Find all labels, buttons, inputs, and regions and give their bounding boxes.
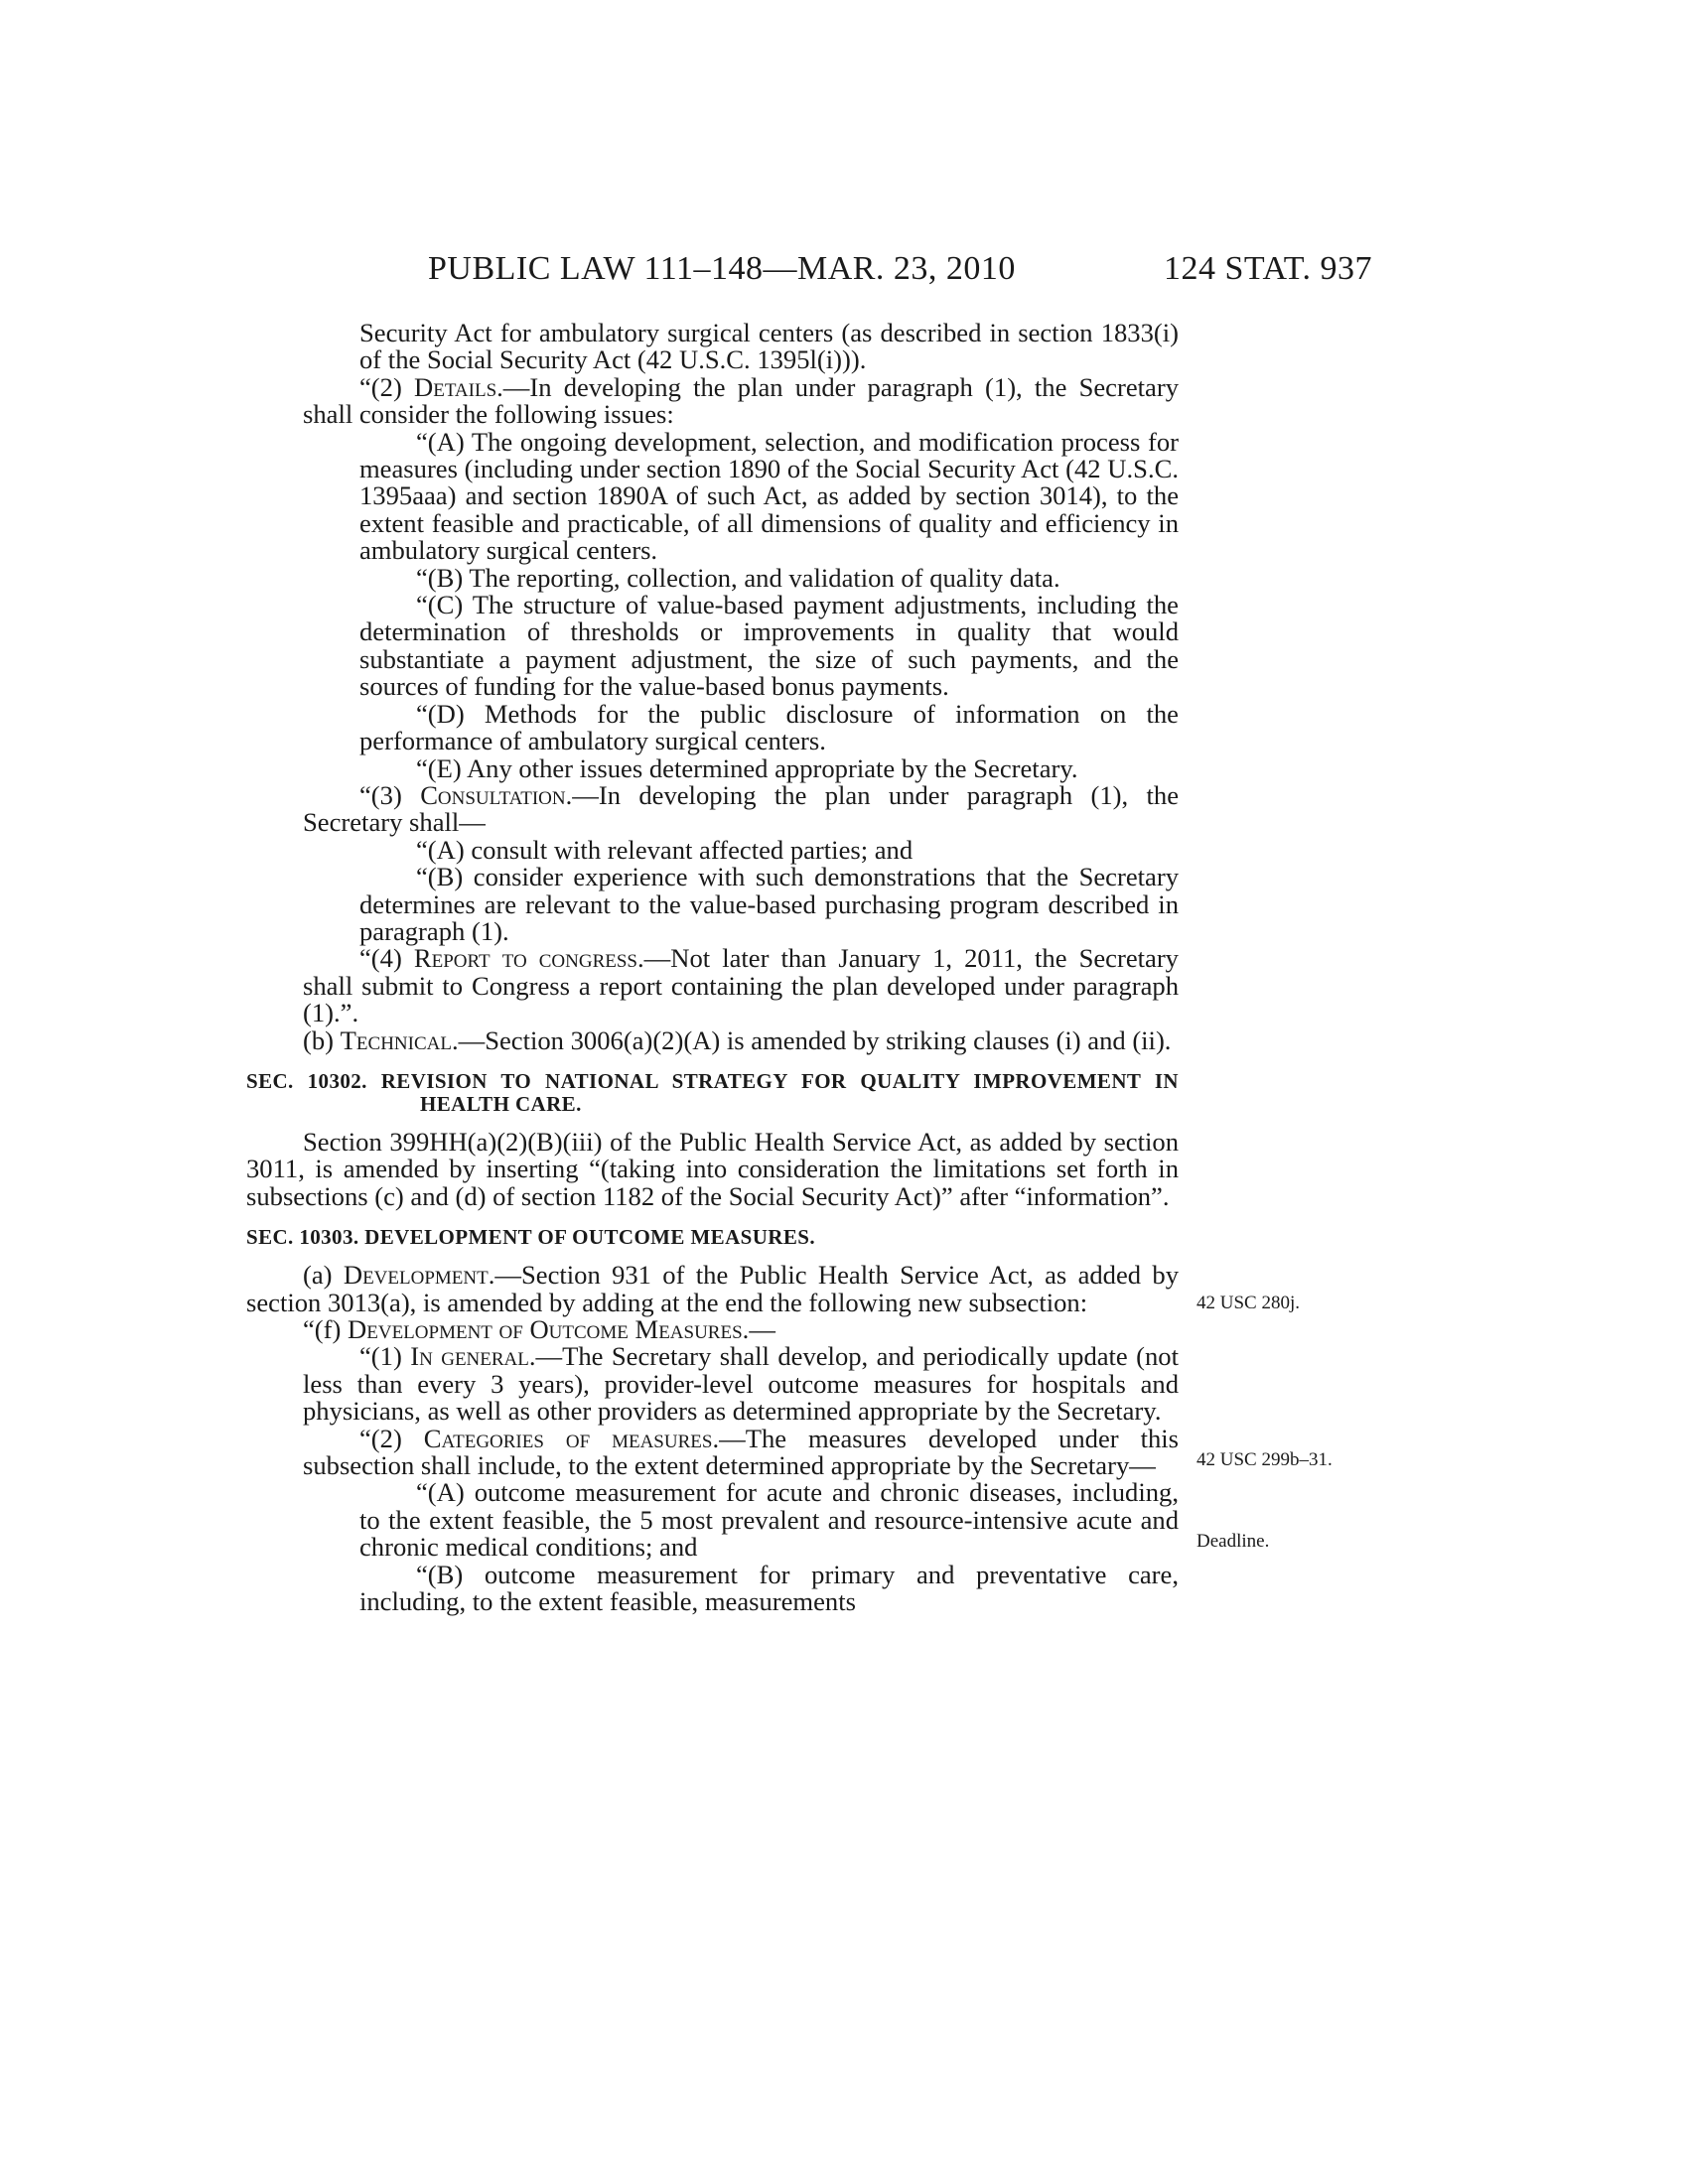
paragraph-b-technical: (b) Technical.—Section 3006(a)(2)(A) is amended by striking clauses (i) and (ii). <box>303 1024 1172 1055</box>
heading-details: Details <box>414 371 497 402</box>
clause-a: “(A) The ongoing development, selection, and modification process for measures (including under section 1890 of the Social Security Act (42 U.S.C. 1395aaa) and section 1890A of such Act, as added by section 3014), to the extent feasible and practicable, of all dimensions of quality and efficiency in ambulatory surgical centers. <box>359 426 1179 566</box>
subsection-f-1: “(1) In general.—The Secretary shall develop, and periodically update (not less than every 3 years), provider-level outcome measures for hospitals and physicians, as well as other providers as determined appropriate by the Secretary. <box>303 1341 1179 1427</box>
heading-technical: Technical <box>340 1024 452 1055</box>
paragraph-4-report: “(4) Report to congress.—Not later than January 1, 2011, the Secretary shall submit to Congress a report containing the plan developed under paragraph (1).”. <box>303 943 1179 1028</box>
margin-note-usc-299b: 42 USC 299b–31. <box>1196 1449 1333 1470</box>
heading-in-general: In general <box>410 1341 529 1372</box>
paragraph-a-development: (a) Development.—Section 931 of the Public Health Service Act, as added by section 3013(a), is amended by adding at the end the following new subsection: <box>246 1260 1179 1317</box>
body-text <box>246 318 1179 1617</box>
subsection-f-2: “(2) Categories of measures.—The measures developed under this subsection shall include, to the extent determined appropriate by the Secretary— <box>303 1423 1179 1481</box>
subsection-f-2b: “(B) outcome measurement for primary and preventative care, including, to the extent feasible, measurements <box>359 1559 1179 1617</box>
section-10302-heading: SEC. 10302. REVISION TO NATIONAL STRATEGY FOR QUALITY IMPROVEMENT IN HEALTH CARE. <box>246 1068 1179 1116</box>
page-reference: 124 STAT. 937 <box>1164 250 1372 287</box>
margin-note-usc-280j: 42 USC 280j. <box>1196 1293 1300 1313</box>
clause-e: “(E) Any other issues determined appropriate by the Secretary. <box>416 752 1078 783</box>
section-10303-heading: SEC. 10303. DEVELOPMENT OF OUTCOME MEASURES. <box>246 1225 815 1250</box>
heading-categories: Categories of measures <box>423 1423 713 1453</box>
paragraph-continuation: Security Act for ambulatory surgical centers (as described in section 1833(i) of the Social Security Act (42 U.S.C. 1395l(i))). <box>359 318 1179 375</box>
clause-b: “(B) The reporting, collection, and validation of quality data. <box>416 562 1060 593</box>
subsection-f-2a: “(A) outcome measurement for acute and chronic diseases, including, to the extent feasible, the 5 most prevalent and resource-intensive acute and chronic medical conditions; and <box>359 1477 1179 1563</box>
margin-note-deadline: Deadline. <box>1196 1531 1270 1552</box>
paragraph-2-details: “(2) Details.—In developing the plan under paragraph (1), the Secretary shall consider the following issues: <box>303 371 1179 430</box>
clause-3b: “(B) consider experience with such demonstrations that the Secretary determines are relevant to the value-based purchasing program described in paragraph (1). <box>359 862 1179 946</box>
heading-development: Development <box>343 1260 489 1291</box>
section-10302-text: Section 399HH(a)(2)(B)(iii) of the Public Health Service Act, as added by section 3011, is amended by inserting “(taking into consideration the limitations set forth in subsections (c) and (d) of section 1182 of the Social Security Act)” after “information”. <box>246 1126 1179 1211</box>
heading-report: Report to congress <box>413 943 637 974</box>
heading-consultation: Consultation <box>420 779 566 810</box>
clause-c: “(C) The structure of value-based payment adjustments, including the determination of thresholds or improvements in quality that would substantiate a payment adjustment, the size of such payments, and the sources of funding for the value-based bonus payments. <box>359 590 1179 702</box>
paragraph-3-consultation: “(3) Consultation.—In developing the plan under paragraph (1), the Secretary shall— <box>303 779 1179 838</box>
running-header-title: PUBLIC LAW 111–148—MAR. 23, 2010 <box>428 250 1016 287</box>
heading-outcome-measures: Development of Outcome Measures <box>348 1314 743 1344</box>
subsection-f: “(f) Development of Outcome Measures.— <box>303 1314 775 1344</box>
clause-d: “(D) Methods for the public disclosure of information on the performance of ambulatory surgical centers. <box>359 698 1179 756</box>
clause-3a: “(A) consult with relevant affected parties; and <box>416 834 914 865</box>
